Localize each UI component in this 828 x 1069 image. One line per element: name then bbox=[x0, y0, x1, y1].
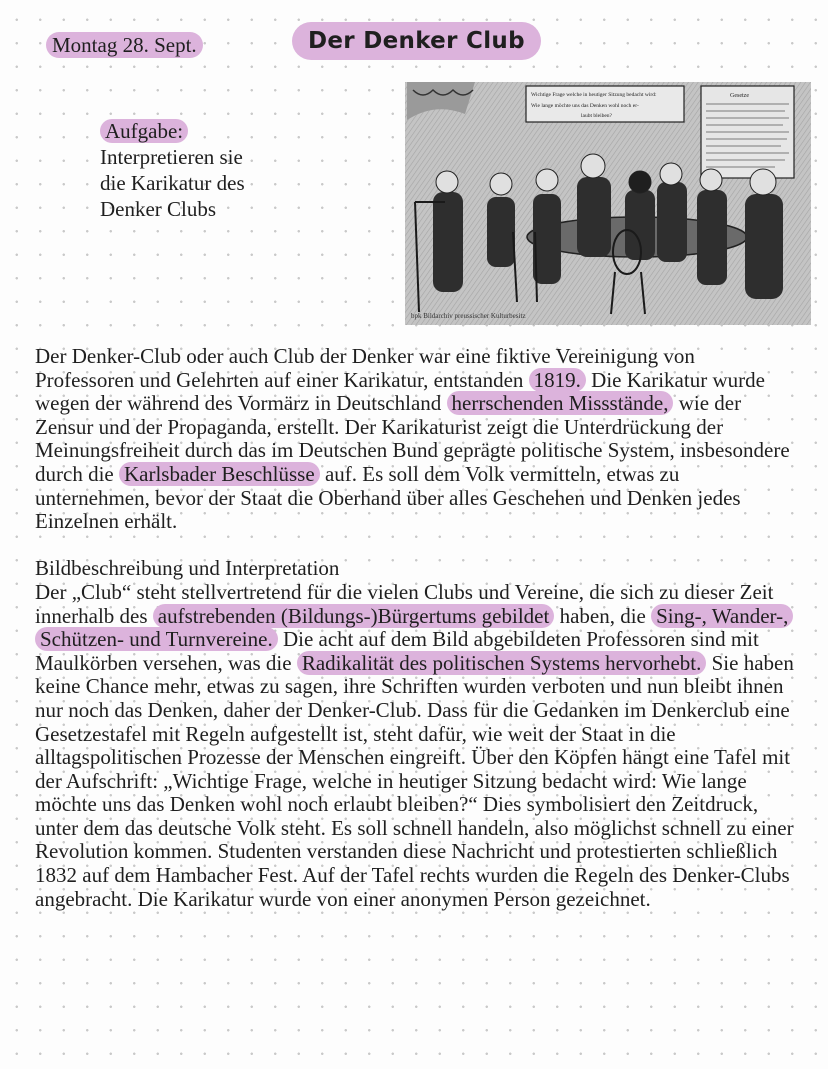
analysis-text-1: Der „Club“ steht stellvertretend für die vielen Clubs und Vereine, die sich zu dieser Zeit innerhalb des bbox=[35, 579, 774, 628]
body-text bbox=[35, 345, 795, 911]
intro-paragraph bbox=[35, 345, 795, 534]
page-title: Der Denker Club bbox=[292, 22, 541, 60]
intro-text-3: wie der Zensur und der Propaganda, erstellt. Der Karikaturist zeigt die Unterdrückung der Meinungsfreiheit durch das im Deutschen Bund geprägte politische System, insbesondere durch die bbox=[35, 391, 790, 486]
task-line-1: Interpretieren sie bbox=[100, 145, 243, 169]
sign-top-line-2: Wie lange möchte uns das Denken wohl noch er- bbox=[531, 103, 639, 109]
analysis-heading: Bildbeschreibung und Interpretation bbox=[35, 556, 340, 581]
highlight-year: 1819. bbox=[529, 368, 586, 392]
highlight-missstaende: herrschenden Missstände, bbox=[447, 391, 674, 415]
intro-text-1: Der Denker-Club oder auch Club der Denker war eine fiktive Vereinigung von Professoren und Gelehrten auf einer Karikatur, entstanden bbox=[35, 344, 695, 392]
cartoon-watermark: bpk Bildarchiv preussischer Kulturbesitz bbox=[411, 312, 526, 320]
cartoon-drawing bbox=[405, 82, 811, 325]
highlight-radikalitaet: Radikalität des politischen Systems hervorhebt. bbox=[297, 651, 707, 675]
cartoon-image bbox=[405, 82, 811, 325]
analysis-text-2: haben, die bbox=[554, 603, 652, 628]
task-line-2: die Karikatur des bbox=[100, 171, 245, 195]
intro-text-2: Die Karikatur wurde wegen der während des Vormärz in Deutschland bbox=[35, 367, 765, 416]
sign-top-line-3: laubt bleiben? bbox=[581, 113, 613, 119]
sign-rules-title: Gesetze bbox=[730, 93, 749, 99]
task-line-3: Denker Clubs bbox=[100, 197, 217, 221]
analysis-text-3: Die acht auf dem Bild abgebildeten Professoren sind mit Maulkörben versehen, was die bbox=[35, 627, 759, 675]
date-label: Montag 28. Sept. bbox=[46, 32, 203, 58]
analysis-text-4: Sie haben keine Chance mehr, etwas zu sagen, ihre Schriften wurden verboten und nun bleibt ihnen nur noch das Denken, daher der Denker-Club. Dass für die Gedanken im Denkerclub eine Gesetzestafel mit Regeln aufgestellt ist, steht dafür, wie weit der Staat in die alltagspolitischen Prozesse der Menschen eingreift. Über den Köpfen hängt eine Tafel mit der Aufschrift: „Wichtige Frage, welche in heutiger Sitzung bedacht wird: Wie lange möchte uns das Denken wohl noch erlaubt bleiben?“ Dies symbolisiert den Zeitdruck, unter dem das deutsche Volk steht. Es soll schnell handeln, also möglichst schnell zu einer Revolution kommen. Studenten verstanden diese Nachricht und protestierten schließlich 1832 auf dem Hambacher Fest. Auf der Tafel rechts wurden die Regeln des Denker-Clubs angebracht. Die Karikatur wurde von einer anonymen Person gezeichnet. bbox=[35, 650, 794, 911]
task-block bbox=[100, 118, 310, 222]
highlight-buergertum: aufstrebenden (Bildungs-)Bürgertums gebildet bbox=[153, 604, 555, 628]
task-label: Aufgabe: bbox=[100, 119, 188, 143]
analysis-paragraph bbox=[35, 557, 795, 911]
highlight-karlsbader: Karlsbader Beschlüsse bbox=[119, 462, 320, 486]
intro-text-4: auf. Es soll dem Volk vermitteln, etwas zu unternehmen, bevor der Staat die Oberhand über alles Geschehen und Denken jedes Einzelnen erhält. bbox=[35, 461, 741, 534]
sign-top-line-1: Wichtige Frage welche in heutiger Sitzung bedacht wird: bbox=[531, 92, 657, 98]
highlight-vereine: Sing-, Wander-, Schützen- und Turnvereine. bbox=[35, 604, 793, 652]
